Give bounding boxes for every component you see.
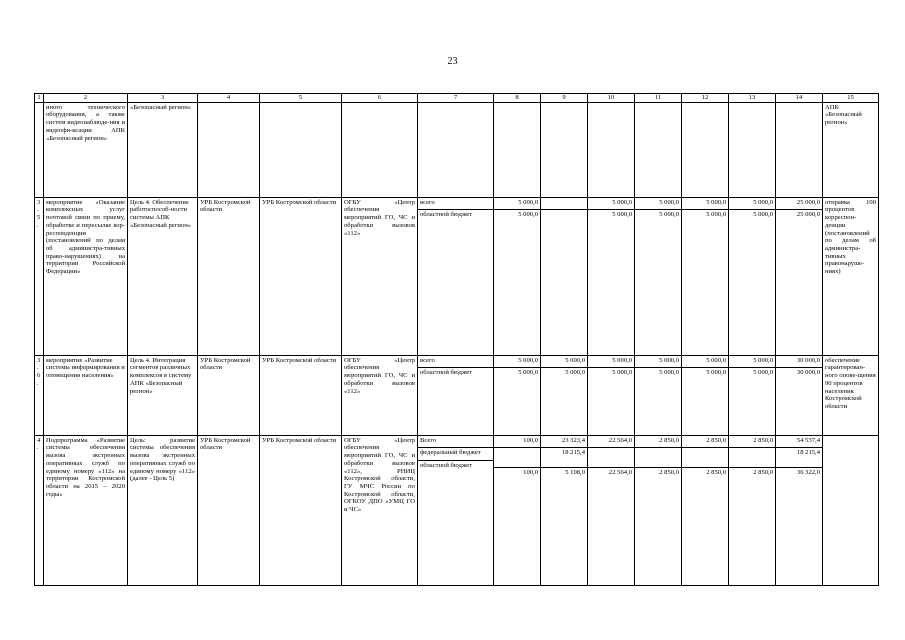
row-value: [729, 102, 776, 197]
value-cell: 25 000,0: [796, 198, 820, 206]
column-header: 5: [260, 94, 342, 103]
row-id: 3.5.: [35, 197, 44, 355]
row-value: [494, 197, 541, 355]
row-value: [588, 197, 635, 355]
row-id: 3.6.: [35, 355, 44, 435]
value-cell: [682, 447, 728, 464]
value-cell: 5 000,0: [612, 356, 632, 364]
row-coordinator: УРБ Костромской области: [260, 435, 342, 585]
column-header: 3: [128, 94, 198, 103]
row-value: [494, 435, 541, 585]
value-cell: 5 000,0: [494, 367, 540, 377]
value-cell: 30 000,0: [776, 367, 822, 377]
value-cell: 5 000,0: [659, 356, 679, 364]
row-id: 4.: [35, 435, 44, 585]
row-value: [729, 197, 776, 355]
row-participants: ОГБУ «Центр обеспечения мероприятий ГО, ЧС и обработки вызовов «112»: [342, 197, 418, 355]
row-coordinator: [260, 102, 342, 197]
column-header: 14: [776, 94, 823, 103]
row-goal: Цель: развитие системы обеспечения вызова экстренных оперативных служб по единому номеру «112» (далее - Цель 5): [128, 435, 198, 585]
table-row: [35, 355, 879, 435]
row-value: [682, 197, 729, 355]
source-label: областной бюджет: [418, 209, 493, 219]
value-cell: [541, 199, 587, 207]
row-value: [635, 435, 682, 585]
row-result: АПК «Безопасный регион»: [823, 102, 879, 197]
value-cell: 5 000,0: [753, 356, 773, 364]
row-participants: [342, 102, 418, 197]
value-cell: 5 000,0: [729, 367, 775, 377]
table-row: [35, 435, 879, 585]
row-result: [823, 435, 879, 585]
row-executor: УРБ Костромской области: [198, 435, 260, 585]
column-header: 7: [418, 94, 494, 103]
row-goal: Цель 4. Интеграция сегментов различных комплексов в систему АПК «Безопасный регион»: [128, 355, 198, 435]
value-cell: 2 850,0: [682, 467, 728, 477]
row-value: [588, 355, 635, 435]
row-value: [776, 355, 823, 435]
column-header: 9: [541, 94, 588, 103]
column-header: 1: [35, 94, 44, 103]
row-name: иного технического оборудования, а также систем видеонаблюде-ния и видеофи-ксации АПК «Безопасный регион»: [44, 102, 128, 197]
value-cell: 5 000,0: [494, 209, 540, 219]
value-cell: 22 564,0: [608, 436, 632, 444]
column-header: 10: [588, 94, 635, 103]
value-cell: 22 564,0: [588, 467, 634, 477]
value-cell: 5 000,0: [612, 198, 632, 206]
value-cell: 5 000,0: [565, 356, 585, 364]
row-value: [588, 102, 635, 197]
row-value: [541, 102, 588, 197]
page-number: 23: [447, 56, 458, 67]
value-cell: 36 322,0: [776, 467, 822, 477]
column-header: 4: [198, 94, 260, 103]
value-cell: 5 000,0: [588, 367, 634, 377]
value-cell: 5 000,0: [635, 367, 681, 377]
row-participants: ОГБУ «Центр обеспечения мероприятий ГО, ЧС и обработки вызовов «112»: [342, 355, 418, 435]
value-cell: 5 000,0: [588, 209, 634, 219]
value-cell: 100,0: [494, 467, 540, 477]
value-cell: 5 108,0: [541, 467, 587, 477]
row-result: отправка 100 процентов корреспон-денции (постановлений по делам об администра-тивных правонаруше-ниях): [823, 197, 879, 355]
row-value: [588, 435, 635, 585]
row-value: [682, 435, 729, 585]
value-cell: 5 000,0: [518, 198, 538, 206]
row-name: мероприятие «Развитие системы информирования и оповещения населения»: [44, 355, 128, 435]
source-label: Всего: [420, 436, 437, 444]
program-table: [34, 93, 879, 586]
row-goal: Цель 4. Обеспечение работоспособ-ности системы АПК «Безопасный регион»: [128, 197, 198, 355]
row-value: [776, 102, 823, 197]
value-cell: 2 850,0: [729, 467, 775, 477]
source-label: всего: [420, 356, 435, 364]
row-goal: «Безопасный регион»: [128, 102, 198, 197]
row-coordinator: УРБ Костромской области: [260, 355, 342, 435]
value-cell: [729, 447, 775, 464]
column-header: 12: [682, 94, 729, 103]
value-cell: [494, 447, 540, 464]
row-value: [635, 197, 682, 355]
row-value: [729, 435, 776, 585]
source-label: федеральный бюджет: [418, 447, 493, 457]
value-cell: [541, 209, 587, 219]
row-value: [541, 355, 588, 435]
value-cell: 5 000,0: [541, 367, 587, 377]
row-value: [541, 435, 588, 585]
value-cell: 2 850,0: [706, 436, 726, 444]
value-cell: 25 000,0: [776, 209, 822, 219]
row-executor: УРБ Костромской области: [198, 355, 260, 435]
row-value: [682, 102, 729, 197]
column-header: 13: [729, 94, 776, 103]
value-cell: 5 000,0: [729, 209, 775, 219]
source-label: областной бюджет: [418, 367, 493, 377]
value-cell: 5 000,0: [706, 198, 726, 206]
row-source: [418, 102, 494, 197]
value-cell: 23 323,4: [561, 436, 585, 444]
value-cell: 5 000,0: [682, 209, 728, 219]
table-row: [35, 197, 879, 355]
row-coordinator: УРБ Костромской области: [260, 197, 342, 355]
row-source: [418, 355, 494, 435]
value-cell: 2 850,0: [753, 436, 773, 444]
row-value: [682, 355, 729, 435]
row-source: [418, 435, 494, 585]
table-row: [35, 102, 879, 197]
value-cell: [635, 447, 681, 464]
value-cell: [588, 447, 634, 464]
value-cell: 18 215,4: [776, 447, 822, 464]
column-header: 11: [635, 94, 682, 103]
column-header: 8: [494, 94, 541, 103]
row-name: мероприятие «Оказание комплексных услуг почтовой связи по приему, обработке и пересылке кор-респонденции (постановлений по делам об администра-тивных право-нарушениях) на территории Российской Федерации»: [44, 197, 128, 355]
row-value: [729, 355, 776, 435]
source-label: всего: [420, 198, 435, 206]
value-cell: 30 000,0: [796, 356, 820, 364]
row-executor: [198, 102, 260, 197]
value-cell: 54 537,4: [796, 436, 820, 444]
value-cell: 5 000,0: [659, 198, 679, 206]
row-id: [35, 102, 44, 197]
row-value: [494, 102, 541, 197]
value-cell: 2 850,0: [659, 436, 679, 444]
column-header: 15: [823, 94, 879, 103]
value-cell: 5 000,0: [706, 356, 726, 364]
value-cell: 100,0: [523, 436, 538, 444]
value-cell: 5 000,0: [518, 356, 538, 364]
row-value: [635, 355, 682, 435]
row-value: [776, 435, 823, 585]
value-cell: 5 000,0: [753, 198, 773, 206]
row-name: Подпрограмма «Развитие системы обеспечения вызова экстренных оперативных служб по единому номеру «112» на территории Костромской области на 2015 – 2020 годы»: [44, 435, 128, 585]
value-cell: 5 000,0: [682, 367, 728, 377]
value-cell: 18 215,4: [541, 447, 587, 464]
row-executor: УРБ Костромской области: [198, 197, 260, 355]
source-label: областной бюджет: [418, 460, 493, 470]
column-header-row: [35, 94, 879, 103]
row-value: [494, 355, 541, 435]
row-value: [776, 197, 823, 355]
row-participants: ОГБУ «Центр обеспечения мероприятий ГО, ЧС и обработки вызовов «112», РНИЦ Костромской области, ГУ МЧС России по Костромской области, ОГКОУ ДПО «УМЦ ГО и ЧС»: [342, 435, 418, 585]
value-cell: 5 000,0: [635, 209, 681, 219]
row-value: [635, 102, 682, 197]
column-header: 2: [44, 94, 128, 103]
row-value: [541, 197, 588, 355]
row-source: [418, 197, 494, 355]
value-cell: 2 850,0: [635, 467, 681, 477]
row-result: обеспечение гарантирован-ного опове-щения 90 процентов населения Костромской области: [823, 355, 879, 435]
column-header: 6: [342, 94, 418, 103]
